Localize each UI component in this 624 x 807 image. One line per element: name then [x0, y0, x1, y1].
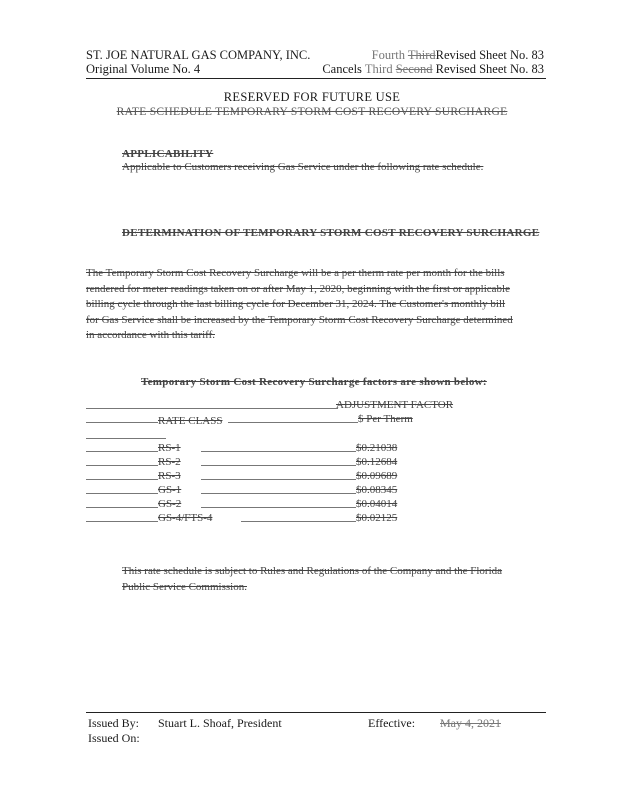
rate-class-cell: GS-1 [158, 484, 182, 496]
table-row [86, 471, 546, 483]
rules-line: Public Service Commission. [122, 580, 247, 593]
col-adjustment-header: ADJUSTMENT FACTOR [336, 399, 454, 411]
factors-table [86, 395, 546, 525]
col-unit-header: $ Per Therm [358, 413, 413, 425]
rate-class-cell: GS-4/FTS-4 [158, 512, 213, 524]
determination-line: for Gas Service shall be increased by the Temporary Storm Cost Recovery Surcharge determined [86, 313, 513, 326]
factors-heading: Temporary Storm Cost Recovery Surcharge factors are shown below: [141, 376, 487, 388]
table-row [86, 513, 546, 525]
applicability-text: Applicable to Customers receiving Gas Service under the following rate schedule. [122, 161, 484, 173]
cancels-suffix: Revised Sheet No. 83 [435, 62, 544, 76]
rules-line: This rate schedule is subject to Rules and Regulations of the Company and the Florida [122, 565, 503, 577]
table-leader [86, 408, 338, 409]
table-row [86, 499, 546, 511]
determination-line: rendered for meter readings taken on or after May 1, 2020, beginning with the first or applicable [86, 282, 510, 295]
applicability-heading: APPLICABILITY [122, 148, 214, 160]
sheet-number [372, 48, 544, 63]
effective-label: Effective: [368, 716, 416, 730]
cancels-struck-word: Second [395, 62, 433, 76]
sheet-new-word: Fourth [371, 48, 405, 62]
issued-by-label: Issued By: [88, 716, 139, 730]
cancels-label: Cancels [322, 62, 362, 76]
col-rate-class-header: RATE CLASS [158, 415, 223, 427]
volume-number: Original Volume No. 4 [86, 62, 201, 76]
factor-cell: $0.02125 [356, 512, 398, 524]
table-row [86, 443, 546, 455]
table-leader [86, 422, 158, 423]
issued-on-label: Issued On: [88, 731, 140, 745]
reserved-title: RESERVED FOR FUTURE USE [223, 90, 401, 104]
sheet-suffix: Revised Sheet No. 83 [435, 48, 544, 62]
determination-line: billing cycle through the last billing cycle for December 31, 2024. The Customer's monthly bill [86, 298, 506, 310]
table-leader [228, 422, 358, 423]
table-row [86, 485, 546, 497]
factor-cell: $0.12684 [356, 456, 398, 468]
factor-cell: $0.21038 [356, 442, 398, 454]
company-name: ST. JOE NATURAL GAS COMPANY, INC. [86, 48, 311, 62]
determination-paragraph [86, 266, 546, 344]
factor-cell: $0.09689 [356, 470, 398, 482]
cancels-sheet [322, 62, 544, 77]
rate-class-cell: RS-2 [158, 456, 181, 468]
rate-class-cell: RS-3 [158, 470, 181, 482]
factor-cell: $0.08345 [356, 484, 398, 496]
determination-heading: DETERMINATION OF TEMPORARY STORM COST RECOVERY SURCHARGE [122, 227, 540, 239]
footer-rule [86, 712, 546, 713]
effective-date: May 4, 2021 [440, 716, 501, 730]
table-leader [86, 438, 166, 439]
table-row [86, 457, 546, 469]
sheet-struck-word: Third [407, 48, 436, 62]
factor-cell: $0.04014 [356, 498, 398, 510]
rate-schedule-title: RATE SCHEDULE TEMPORARY STORM COST RECOVERY SURCHARGE [116, 106, 508, 118]
rate-class-cell: RS-1 [158, 442, 181, 454]
rate-class-cell: GS-2 [158, 498, 182, 510]
header-rule [86, 78, 546, 79]
cancels-new-word: Third [364, 62, 393, 76]
issued-by-value: Stuart L. Shoaf, President [158, 716, 282, 730]
determination-line: The Temporary Storm Cost Recovery Surcharge will be a per therm rate per month for the bills [86, 267, 505, 279]
determination-line: in accordance with this tariff. [86, 329, 215, 341]
rules-paragraph [122, 564, 552, 595]
